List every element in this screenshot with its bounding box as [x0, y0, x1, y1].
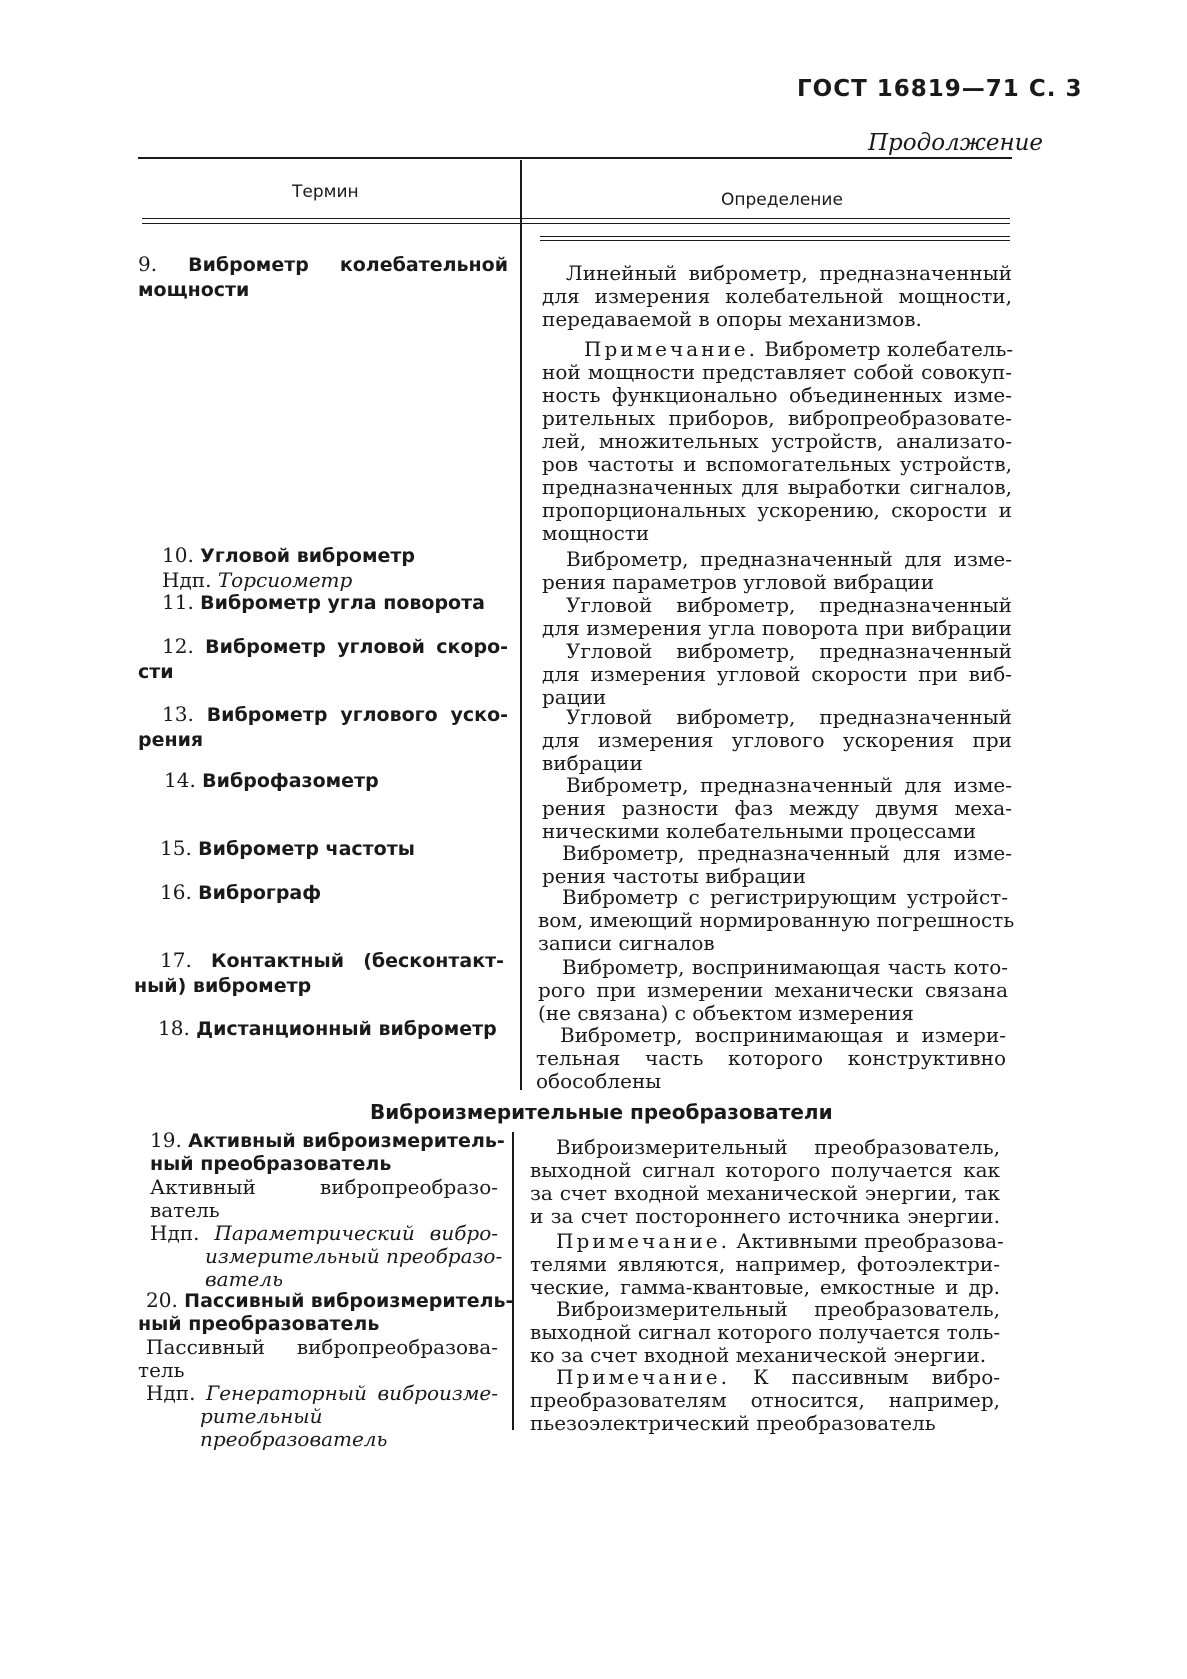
definition-16: Виброметр с регистрирующим устройст- вом, имеющий нормированную погрешность записи сигналов — [538, 885, 1015, 955]
term-9: 9. Виброметр колебательной мощности — [138, 252, 509, 301]
column-divider — [520, 160, 522, 1090]
table-top-rule — [138, 157, 1012, 159]
definition-20: Виброизмерительный преобразователь, выходной сигнал которого получается толь- ко за счет входной механической энергии. — [530, 1297, 1001, 1367]
definition-15: Виброметр, предназначенный для изме- рения частоты вибрации — [542, 841, 1012, 888]
term-13: 13. Виброметр углового уско- рения — [138, 702, 509, 751]
term-14: 14. Виброфазометр — [164, 768, 379, 792]
term-19: 19. Активный виброизмеритель- ный преобразователь Активный вибропреобразо- ватель Ндп. Параметрический вибро- измерительный преобразо- ватель — [150, 1128, 505, 1291]
definition-9: Линейный виброметр, предназначенный для измерения колебательной мощности, передаваемой в опоры механизмов. — [542, 261, 1012, 331]
definition-11: Угловой виброметр, предназначенный для измерения угла поворота при вибрации — [542, 593, 1012, 640]
term-20: 20. Пассивный виброизмеритель- ный преобразователь Пассивный вибропреобразова- тель Ндп. Генераторный виброизме- рительный преобразователь — [138, 1288, 514, 1451]
header-rule-2 — [142, 223, 1010, 224]
term-12: 12. Виброметр угловой скоро- сти — [138, 634, 509, 683]
term-16: 16. Виброграф — [160, 880, 322, 904]
header-rule-3 — [540, 236, 1010, 237]
definition-10: Виброметр, предназначенный для изме- рения параметров угловой вибрации — [542, 547, 1012, 594]
definition-12: Угловой виброметр, предназначенный для измерения угловой скорости при виб- рации — [542, 639, 1012, 709]
column-divider-lower — [512, 1132, 514, 1430]
definition-18: Виброметр, воспринимающая и измери- тельная часть которого конструктивно обособлены — [536, 1023, 1006, 1093]
document-code: ГОСТ 16819—71 С. 3 — [797, 76, 1083, 102]
header-rule-4 — [540, 240, 1010, 241]
column-header-term: Термин — [292, 182, 359, 202]
definition-9-note: Примечание. Виброметр колебатель- ной мощности представляет собой совокуп- ность функционально объединенных изме- рительных приборов, вибропреобразовате- лей, множительных устройств, анализато- ров частоты и вспомогательных устройств, предназначенных для выработки сигналов, пропорциональных ускорению, скорости и мощности — [542, 337, 1014, 545]
definition-14: Виброметр, предназначенный для изме- рения разности фаз между двумя меха- ническими колебательными процессами — [542, 773, 1012, 843]
section-heading: Виброизмерительные преобразователи — [370, 1100, 833, 1124]
column-header-definition: Определение — [721, 190, 843, 210]
definition-20-note: Примечание. К пассивным вибро- преобразователям относится, например, пьезоэлектрический преобразователь — [530, 1365, 1000, 1435]
continuation-label: Продолжение — [868, 130, 1044, 156]
definition-19-note: Примечание. Активными преобразова- телями являются, например, фотоэлектри- ческие, гамма-квантовые, емкостные и др. — [530, 1229, 1004, 1299]
header-rule-1 — [142, 218, 1010, 219]
term-17: 17. Контактный (бесконтакт- ный) виброметр — [134, 948, 505, 997]
term-15: 15. Виброметр частоты — [160, 836, 415, 860]
term-18: 18. Дистанционный виброметр — [158, 1016, 497, 1040]
definition-17: Виброметр, воспринимающая часть кото- рого при измерении механически связана (не связана) с объектом измерения — [538, 955, 1008, 1025]
definition-19: Виброизмерительный преобразователь, выходной сигнал которого получается как за счет входной механической энергии, так и за счет постороннего источника энергии. — [530, 1135, 1000, 1228]
term-11: 11. Виброметр угла поворота — [162, 590, 485, 614]
definition-13: Угловой виброметр, предназначенный для измерения углового ускорения при вибрации — [542, 705, 1012, 775]
term-10: 10. Угловой виброметр Ндп. Торсиометр — [162, 543, 416, 592]
